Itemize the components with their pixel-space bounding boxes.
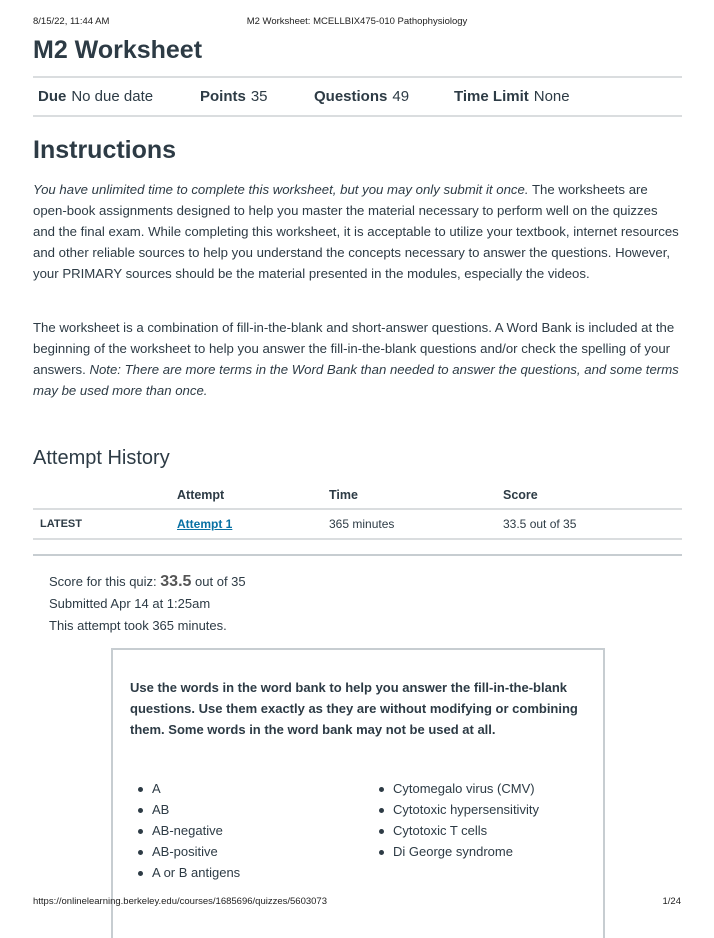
due-value: No due date <box>71 88 154 105</box>
print-page-number: 1/24 <box>662 896 681 907</box>
word-bank-item: AB-positive <box>130 841 350 862</box>
time-limit-label: Time Limit <box>454 88 529 105</box>
instructions-italic: You have unlimited time to complete this worksheet, but you may only submit it once. <box>33 182 529 197</box>
detail-time-limit <box>454 88 570 105</box>
due-label: Due <box>38 88 67 105</box>
score-value: 33.5 <box>160 573 192 590</box>
detail-points <box>200 88 268 105</box>
instructions-paragraph-1 <box>33 179 683 284</box>
word-bank-right-column <box>371 778 591 862</box>
instructions-paragraph-2 <box>33 317 683 401</box>
question-instruction: Use the words in the word bank to help you answer the fill-in-the-blank questions. Use them exactly as they are without modifying or combining them. Some words in the word bank may not be used at all. <box>130 680 578 737</box>
column-header-blank <box>33 481 177 509</box>
points-label: Points <box>200 88 246 105</box>
attempt-history-table <box>33 481 682 540</box>
column-header-time: Time <box>329 481 503 509</box>
instructions-text: The worksheet is a combination of fill-in-the-blank and short-answer questions. A Word Bank is included at the beginning of the worksheet to help you answer the fill-in-the-blank questions and/or check the spelling of your answers. <box>33 320 675 377</box>
word-bank-item: AB <box>130 799 350 820</box>
attempt-score: 33.5 out of 35 <box>503 509 682 539</box>
word-bank-item: Cytotoxic hypersensitivity <box>371 799 591 820</box>
table-header-row <box>33 481 682 509</box>
instructions-text: The worksheets are open-book assignments designed to help you master the material necessary to perform well on the quizzes and the final exam. While completing this worksheet, it is acceptable to utilize your textbook, internet resources and other reliable sources to help you understand the concepts necessary to answer the questions. However, your PRIMARY sources should be the material presented in the modules, especially the videos. <box>33 182 679 281</box>
score-prefix: Score for this quiz: <box>49 574 161 589</box>
word-bank-item: Cytomegalo virus (CMV) <box>371 778 591 799</box>
word-bank-item: A <box>130 778 350 799</box>
divider <box>33 76 682 78</box>
score-suffix: out of 35 <box>191 574 246 589</box>
attempt-1-link[interactable]: Attempt 1 <box>177 517 233 531</box>
print-header <box>33 16 681 30</box>
divider <box>33 115 682 117</box>
quiz-score-line <box>49 571 246 593</box>
question-box <box>111 648 605 938</box>
divider <box>33 554 682 556</box>
questions-label: Questions <box>314 88 388 105</box>
questions-value: 49 <box>392 88 410 105</box>
detail-questions <box>314 88 409 105</box>
print-url: https://onlinelearning.berkeley.edu/courses/1685696/quizzes/5603073 <box>33 896 328 907</box>
detail-due <box>38 88 153 105</box>
column-header-score: Score <box>503 481 682 509</box>
word-bank-item: Di George syndrome <box>371 841 591 862</box>
latest-label: LATEST <box>33 509 177 539</box>
table-row <box>33 509 682 539</box>
time-limit-value: None <box>533 88 570 105</box>
attempt-history-heading: Attempt History <box>33 447 170 469</box>
print-datetime: 8/15/22, 11:44 AM <box>33 16 110 27</box>
word-bank-note: Note: There are more terms in the Word Bank than needed to answer the questions, and some terms may be used more than once. <box>33 362 679 398</box>
page-title: M2 Worksheet <box>33 36 203 64</box>
column-header-attempt: Attempt <box>177 481 329 509</box>
score-summary <box>49 571 246 637</box>
word-bank-item: Cytotoxic T cells <box>371 820 591 841</box>
instructions-heading: Instructions <box>33 136 177 164</box>
points-value: 35 <box>250 88 268 105</box>
attempt-time: 365 minutes <box>329 509 503 539</box>
attempt-duration: This attempt took 365 minutes. <box>49 618 227 633</box>
word-bank-item: A or B antigens <box>130 862 350 883</box>
word-bank-left-column <box>130 778 350 883</box>
word-bank-item: AB-negative <box>130 820 350 841</box>
print-page-title: M2 Worksheet: MCELLBIX475-010 Pathophysiology <box>246 16 468 27</box>
submitted-time: Submitted Apr 14 at 1:25am <box>49 596 211 611</box>
print-footer <box>33 896 681 910</box>
